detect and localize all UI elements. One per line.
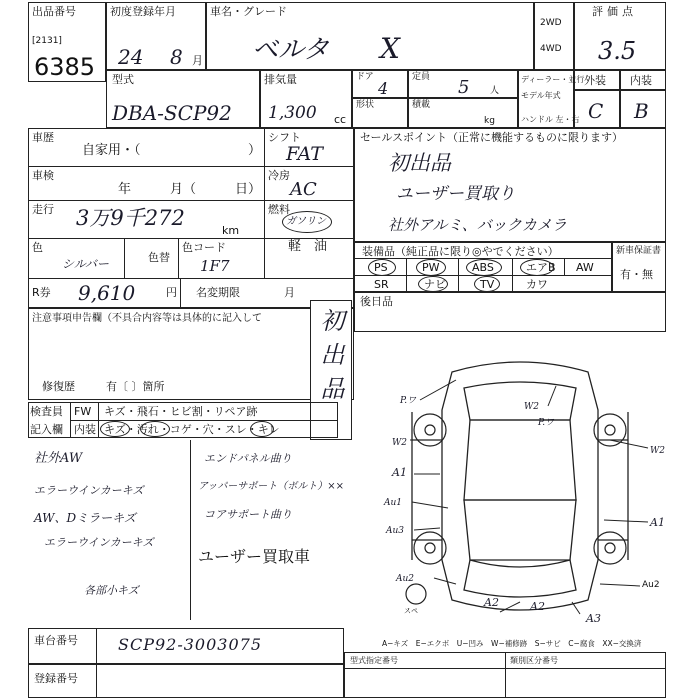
recycle-unit: 円 <box>166 286 177 299</box>
recycle: 9,610 <box>78 281 136 305</box>
int-label: 内装 <box>630 74 652 87</box>
color-code-label: 色コード <box>182 241 226 254</box>
comment-right-3: コアサポート曲り <box>204 508 292 521</box>
mark-au3: Au3 <box>386 526 405 536</box>
dealer-label: ディーラー・並行 <box>521 75 585 84</box>
seats: 5 <box>458 77 470 98</box>
lot-sub: [2131] <box>32 36 62 46</box>
seats-unit: 人 <box>490 86 500 96</box>
rating-value: 3.5 <box>598 37 637 65</box>
equip-tv: TV <box>480 278 495 291</box>
drive-4wd: 4WD <box>540 44 562 54</box>
chassis-label: 車台番号 <box>34 634 78 647</box>
selling-point-1: 初出品 <box>388 151 451 175</box>
comment-right-1: エンドパネル曲り <box>204 452 292 465</box>
doors: 4 <box>378 79 389 98</box>
owner-change-label: 名変期限 <box>196 286 240 299</box>
seats-label: 定員 <box>412 72 431 82</box>
mark-a1-2: A1 <box>650 516 665 529</box>
mark-a3: A3 <box>586 612 601 625</box>
shape-label: 形状 <box>356 100 375 110</box>
mark-a1-1: A1 <box>392 466 407 479</box>
type-no-label: 型式指定番号 <box>350 656 398 665</box>
inspector-label-1: 検査員 <box>30 405 63 418</box>
mileage-unit: km <box>222 224 240 237</box>
class-no-label: 類別区分番号 <box>510 656 558 665</box>
ac: AC <box>290 179 317 200</box>
owner-month: 月 <box>284 286 295 299</box>
int-grade: B <box>634 99 649 123</box>
equip-sr: SR <box>374 278 389 291</box>
inspector-fw: FW <box>74 405 92 418</box>
mark-au1: Au1 <box>384 498 403 508</box>
recycle-label: R券 <box>32 286 51 299</box>
color-swap-label: 色替 <box>148 251 170 264</box>
equip-aw: AW <box>576 261 594 274</box>
repair-value: 有〔 〕箇所 <box>106 380 165 393</box>
fuel-diesel: 軽 油 <box>288 239 328 254</box>
reg-no-label: 登録番号 <box>34 672 78 685</box>
model-year-label: モデル年式 <box>521 91 561 100</box>
model-value: DBA-SCP92 <box>112 101 232 125</box>
inspector-ext-items: キズ・飛石・ヒビ割・リペア跡 <box>104 405 258 418</box>
mileage-label: 走行 <box>32 203 54 216</box>
inspect-value: 年 月（ 日） <box>118 182 262 197</box>
equip-ps: PS <box>374 261 388 274</box>
selling-point-3: 社外アルミ、バックカメラ <box>388 216 567 234</box>
model-label: 型式 <box>112 73 134 86</box>
inspector-int-items: キズ・汚れ・コゲ・穴・スレ・キレ <box>104 423 280 436</box>
usage: 自家用・（ <box>82 143 141 158</box>
ext-grade: C <box>588 99 604 123</box>
selling-label: セールスポイント（正常に機能するものに限ります） <box>360 131 624 144</box>
reg-month-unit: 月 <box>192 54 203 67</box>
lot-label: 出品番号 <box>32 5 76 18</box>
fuel-gas: ガソリン <box>286 216 326 227</box>
repair-label: 修復歴 <box>42 380 75 393</box>
inspect-label: 車検 <box>32 169 54 182</box>
reg-month: 8 <box>170 45 183 69</box>
color-label: 色 <box>32 241 43 254</box>
car-name: ベルタ <box>252 35 329 65</box>
equip-abs: ABS <box>472 261 494 274</box>
history-label: 車歴 <box>32 131 54 144</box>
selling-point-2: ユーザー買取り <box>396 184 515 204</box>
mark-w2-3: W2 <box>650 446 665 456</box>
fuel-label: 燃料 <box>268 203 290 216</box>
mark-p-wa-2: P.ワ <box>538 418 555 428</box>
disp-unit: cc <box>334 113 347 126</box>
mark-w2-1: W2 <box>524 402 539 412</box>
equip-leather: カワ <box>526 278 548 291</box>
shift-label: シフト <box>268 131 301 144</box>
equipment-label: 装備品（純正品に限り◎やでください） <box>362 245 559 258</box>
comment-left-3: AW、Dミラーキズ <box>34 511 136 525</box>
comment-left-4: エラーウインカーキズ <box>44 536 154 549</box>
reg-year: 24 <box>118 45 144 69</box>
name-label: 車名・グレード <box>210 5 287 18</box>
load-label: 積載 <box>412 100 431 110</box>
notes-label: 注意事項申告欄（不具合内容等は具体的に記入して <box>32 313 262 324</box>
load-unit: kg <box>484 116 495 126</box>
comment-left-5: 各部小キズ <box>84 584 139 597</box>
comment-right-2: アッパーサポート（ボルト）×× <box>198 481 345 492</box>
comment-left-1: 社外AW <box>34 451 83 466</box>
stamp-text: 初出品 <box>316 308 344 410</box>
door-label: ドア <box>356 72 374 82</box>
disp-label: 排気量 <box>264 73 297 86</box>
rear-label: 後日品 <box>360 295 393 308</box>
rating-label: 評価点 <box>592 5 637 18</box>
lot-number: 6385 <box>34 53 96 81</box>
displacement: 1,300 <box>268 103 317 123</box>
equip-airbag: エアB <box>526 261 556 274</box>
mileage: 3万9千272 <box>76 206 185 230</box>
inspector-int-label: 内装 <box>74 423 96 436</box>
damage-legend: A−キズ E−エクボ U−凹み W−補修跡 S−サビ C−腐食 XX−交換済 <box>382 639 642 648</box>
ac-label: 冷房 <box>268 169 290 182</box>
comment-right-4: ユーザー買取車 <box>198 547 311 566</box>
warranty-label: 新車保証書 <box>616 246 662 256</box>
mark-a2-2: A2 <box>530 600 545 613</box>
chassis-number: SCP92-3003075 <box>118 635 262 654</box>
grade: X <box>380 32 400 65</box>
ext-label: 外装 <box>584 74 606 87</box>
inspector-label-2: 記入欄 <box>30 423 63 436</box>
mark-a2-1: A2 <box>484 596 499 609</box>
mark-w2-2: W2 <box>392 438 407 448</box>
equip-pw: PW <box>422 261 440 274</box>
handle-label: ハンドル 左・右 <box>521 115 580 124</box>
color-code: 1F7 <box>200 257 230 275</box>
reg-label: 初度登録年月 <box>110 5 176 18</box>
equip-navi: ナビ <box>424 278 446 291</box>
mark-p-wa-1: P.ワ <box>400 396 417 406</box>
drive-2wd: 2WD <box>540 18 562 28</box>
color-value: シルバー <box>62 257 109 271</box>
usage-close: ） <box>248 143 262 158</box>
warranty-value: 有・無 <box>620 268 653 281</box>
comment-left-2: エラーウインカーキズ <box>34 484 144 497</box>
shift: FAT <box>286 143 323 165</box>
mark-spare: スペ <box>404 607 418 615</box>
mark-au2-1: Au2 <box>396 574 415 584</box>
mark-au2-2: Au2 <box>642 580 660 590</box>
